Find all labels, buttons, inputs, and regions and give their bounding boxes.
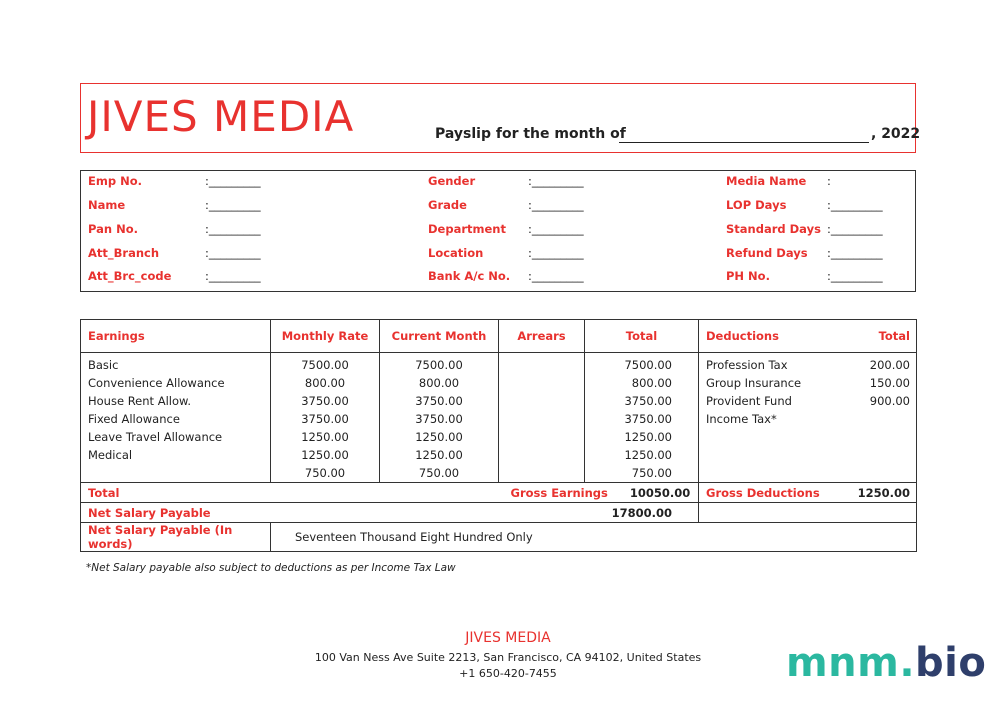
earning-name: Leave Travel Allowance [81,428,271,446]
gross-deductions-value: 1250.00 [829,483,917,503]
watermark-part2: bio [915,640,987,686]
earning-name: Fixed Allowance [81,410,271,428]
gross-earnings-label: Gross Earnings [510,485,608,500]
info-label-att-brc-code: Att_Brc_code [88,269,172,283]
info-label-department: Department [428,222,506,236]
earning-arrears [499,353,585,375]
earning-rate: 1250.00 [271,428,380,446]
net-salary-row [81,503,917,523]
info-label-refund-days: Refund Days [726,246,808,260]
earning-rate: 7500.00 [271,353,380,375]
info-value-bank-ac[interactable]: :_________ [528,269,584,283]
info-value-emp-no[interactable]: :_________ [205,174,261,188]
info-value-standard-days[interactable]: :_________ [827,222,883,236]
deduction-name [699,464,829,483]
earning-arrears [499,428,585,446]
deduction-name: Group Insurance [699,374,829,392]
footer-company-name: JIVES MEDIA [465,630,551,646]
info-label-bank-ac: Bank A/c No. [428,269,511,283]
earning-current: 3750.00 [380,410,499,428]
info-label-grade: Grade [428,198,467,212]
footer-address: 100 Van Ness Ave Suite 2213, San Francisco, CA 94102, United States [314,651,702,664]
deduction-name: Income Tax* [699,410,829,428]
company-logo: JIVES MEDIA [87,92,355,141]
info-label-standard-days: Standard Days [726,222,821,236]
earning-total: 800.00 [585,374,699,392]
info-label-att-branch: Att_Branch [88,246,160,260]
table-row [81,428,917,446]
earning-name [81,464,271,483]
table-header-row [81,320,917,353]
payslip-year: , 2022 [871,126,921,142]
deduction-name [699,446,829,464]
info-value-media-name[interactable]: : [827,174,831,188]
info-value-gender[interactable]: :_________ [528,174,584,188]
header-deductions: Deductions [699,320,829,353]
header-current-month: Current Month [380,320,499,353]
earning-current: 1250.00 [380,446,499,464]
table-row [81,446,917,464]
earning-arrears [499,410,585,428]
watermark-logo [786,640,986,686]
earning-total: 7500.00 [585,353,699,375]
deduction-total [829,428,917,446]
earnings-deductions-table [80,319,917,552]
info-label-name: Name [88,198,126,212]
earning-name: Convenience Allowance [81,374,271,392]
month-field[interactable] [619,126,869,143]
earning-total: 750.00 [585,464,699,483]
table-row [81,374,917,392]
gross-earnings-value: 10050.00 [629,485,691,500]
gross-deductions-label: Gross Deductions [699,483,829,503]
deduction-name: Provident Fund [699,392,829,410]
earning-rate: 800.00 [271,374,380,392]
info-value-grade[interactable]: :_________ [528,198,584,212]
earning-total: 3750.00 [585,410,699,428]
deduction-total [829,410,917,428]
deduction-total: 200.00 [829,353,917,375]
deduction-name [699,428,829,446]
table-row [81,410,917,428]
net-salary-empty [699,503,917,523]
info-label-location: Location [428,246,484,260]
earning-arrears [499,392,585,410]
earning-total: 1250.00 [585,428,699,446]
net-salary-words-value: Seventeen Thousand Eight Hundred Only [271,523,917,552]
earning-rate: 750.00 [271,464,380,483]
earning-current: 3750.00 [380,392,499,410]
table-row [81,464,917,483]
earning-arrears [499,374,585,392]
deduction-total: 900.00 [829,392,917,410]
earning-name: Medical [81,446,271,464]
header-arrears: Arrears [499,320,585,353]
info-value-location[interactable]: :_________ [528,246,584,260]
info-value-lop-days[interactable]: :_________ [827,198,883,212]
table-row [81,392,917,410]
payslip-header [80,83,921,153]
earning-name: Basic [81,353,271,375]
info-label-pan-no: Pan No. [88,222,138,236]
deduction-total: 150.00 [829,374,917,392]
table-row [81,353,917,375]
earning-arrears [499,446,585,464]
net-salary-words-row [81,523,917,552]
earning-rate: 1250.00 [271,446,380,464]
header-deductions-total: Total [829,320,917,353]
earning-current: 1250.00 [380,428,499,446]
earning-current: 7500.00 [380,353,499,375]
info-label-ph-no: PH No. [726,269,770,283]
net-salary-value: 17800.00 [585,503,699,523]
totals-label: Total [81,483,499,503]
header-monthly-rate: Monthly Rate [271,320,380,353]
deduction-total [829,446,917,464]
earning-total: 1250.00 [585,446,699,464]
earning-name: House Rent Allow. [81,392,271,410]
earning-current: 800.00 [380,374,499,392]
earning-total: 3750.00 [585,392,699,410]
deduction-name: Profession Tax [699,353,829,375]
info-label-gender: Gender [428,174,476,188]
info-value-department[interactable]: :_________ [528,222,584,236]
header-total: Total [585,320,699,353]
info-value-att-branch[interactable]: :_________ [205,246,261,260]
earning-rate: 3750.00 [271,410,380,428]
gross-earnings [499,483,699,503]
footnote: *Net Salary payable also subject to deductions as per Income Tax Law [86,562,456,574]
info-value-att-brc-code[interactable]: :_________ [205,269,261,283]
info-label-emp-no: Emp No. [88,174,142,188]
totals-row [81,483,917,503]
info-value-name[interactable]: :_________ [205,198,261,212]
earning-current: 750.00 [380,464,499,483]
info-label-lop-days: LOP Days [726,198,787,212]
info-value-refund-days[interactable]: :_________ [827,246,883,260]
net-salary-label: Net Salary Payable [81,503,585,523]
info-value-pan-no[interactable]: :_________ [205,222,261,236]
info-value-ph-no[interactable]: :_________ [827,269,883,283]
earning-rate: 3750.00 [271,392,380,410]
deduction-total [829,464,917,483]
footer-phone: +1 650-420-7455 [459,667,557,680]
earning-arrears [499,464,585,483]
header-earnings: Earnings [81,320,271,353]
employee-info-box [80,170,916,292]
info-label-media-name: Media Name [726,174,807,188]
watermark-part1: mnm. [786,640,916,686]
net-salary-words-label: Net Salary Payable (In words) [81,523,271,552]
payslip-title: Payslip for the month of [435,126,626,142]
